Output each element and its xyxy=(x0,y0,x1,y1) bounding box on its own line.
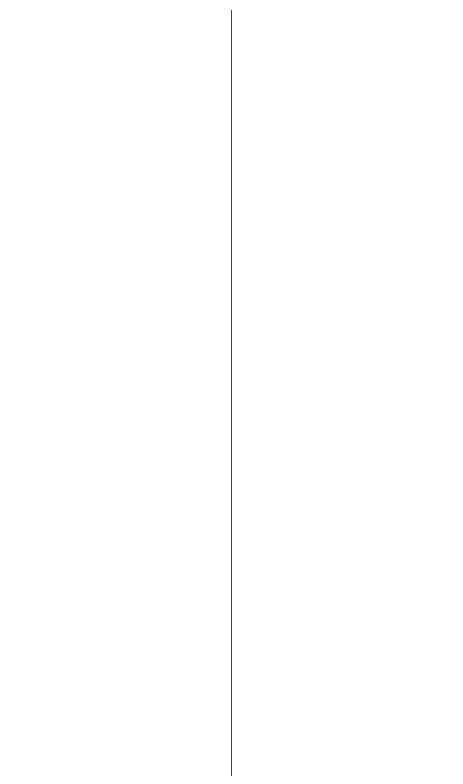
verse-line xyxy=(3,329,229,360)
verse-line xyxy=(234,101,460,132)
verse-line xyxy=(3,4,229,35)
verse-line xyxy=(3,36,229,67)
verse-line xyxy=(234,4,460,35)
verse-line xyxy=(3,621,229,652)
verse-line xyxy=(3,231,229,262)
verse-line xyxy=(3,491,229,522)
verse-line xyxy=(234,134,460,165)
verse-line xyxy=(234,264,460,295)
verse-line xyxy=(234,718,460,749)
verse-line xyxy=(234,686,460,717)
verse-line xyxy=(3,524,229,555)
verse-line xyxy=(234,751,460,782)
verse-line xyxy=(3,264,229,295)
verse-line xyxy=(234,459,460,490)
verse-line xyxy=(234,426,460,457)
verse-line xyxy=(3,361,229,392)
verse-line xyxy=(3,134,229,165)
verse-line xyxy=(3,653,229,684)
verse-line xyxy=(3,588,229,619)
verse-line xyxy=(234,556,460,587)
column-divider xyxy=(231,10,232,776)
verse-line xyxy=(234,588,460,619)
verse-line xyxy=(234,524,460,555)
verse-line xyxy=(234,394,460,425)
left-verse-column xyxy=(3,4,229,782)
verse-line xyxy=(3,69,229,100)
verse-line xyxy=(3,751,229,782)
verse-line xyxy=(234,653,460,684)
verse-line xyxy=(3,394,229,425)
right-verse-column xyxy=(234,4,460,782)
verse-line xyxy=(3,686,229,717)
verse-line xyxy=(3,556,229,587)
verse-line xyxy=(3,199,229,230)
verse-line xyxy=(3,718,229,749)
verse-line xyxy=(234,491,460,522)
verse-line xyxy=(234,621,460,652)
verse-line xyxy=(3,166,229,197)
verse-line xyxy=(234,296,460,327)
verse-line xyxy=(234,166,460,197)
verse-line xyxy=(3,101,229,132)
verse-line xyxy=(234,36,460,67)
verse-line xyxy=(3,296,229,327)
verse-line xyxy=(3,459,229,490)
verse-line xyxy=(3,426,229,457)
verse-line xyxy=(234,361,460,392)
verse-line xyxy=(234,231,460,262)
verse-line xyxy=(234,199,460,230)
verse-line xyxy=(234,69,460,100)
verse-line xyxy=(234,329,460,360)
